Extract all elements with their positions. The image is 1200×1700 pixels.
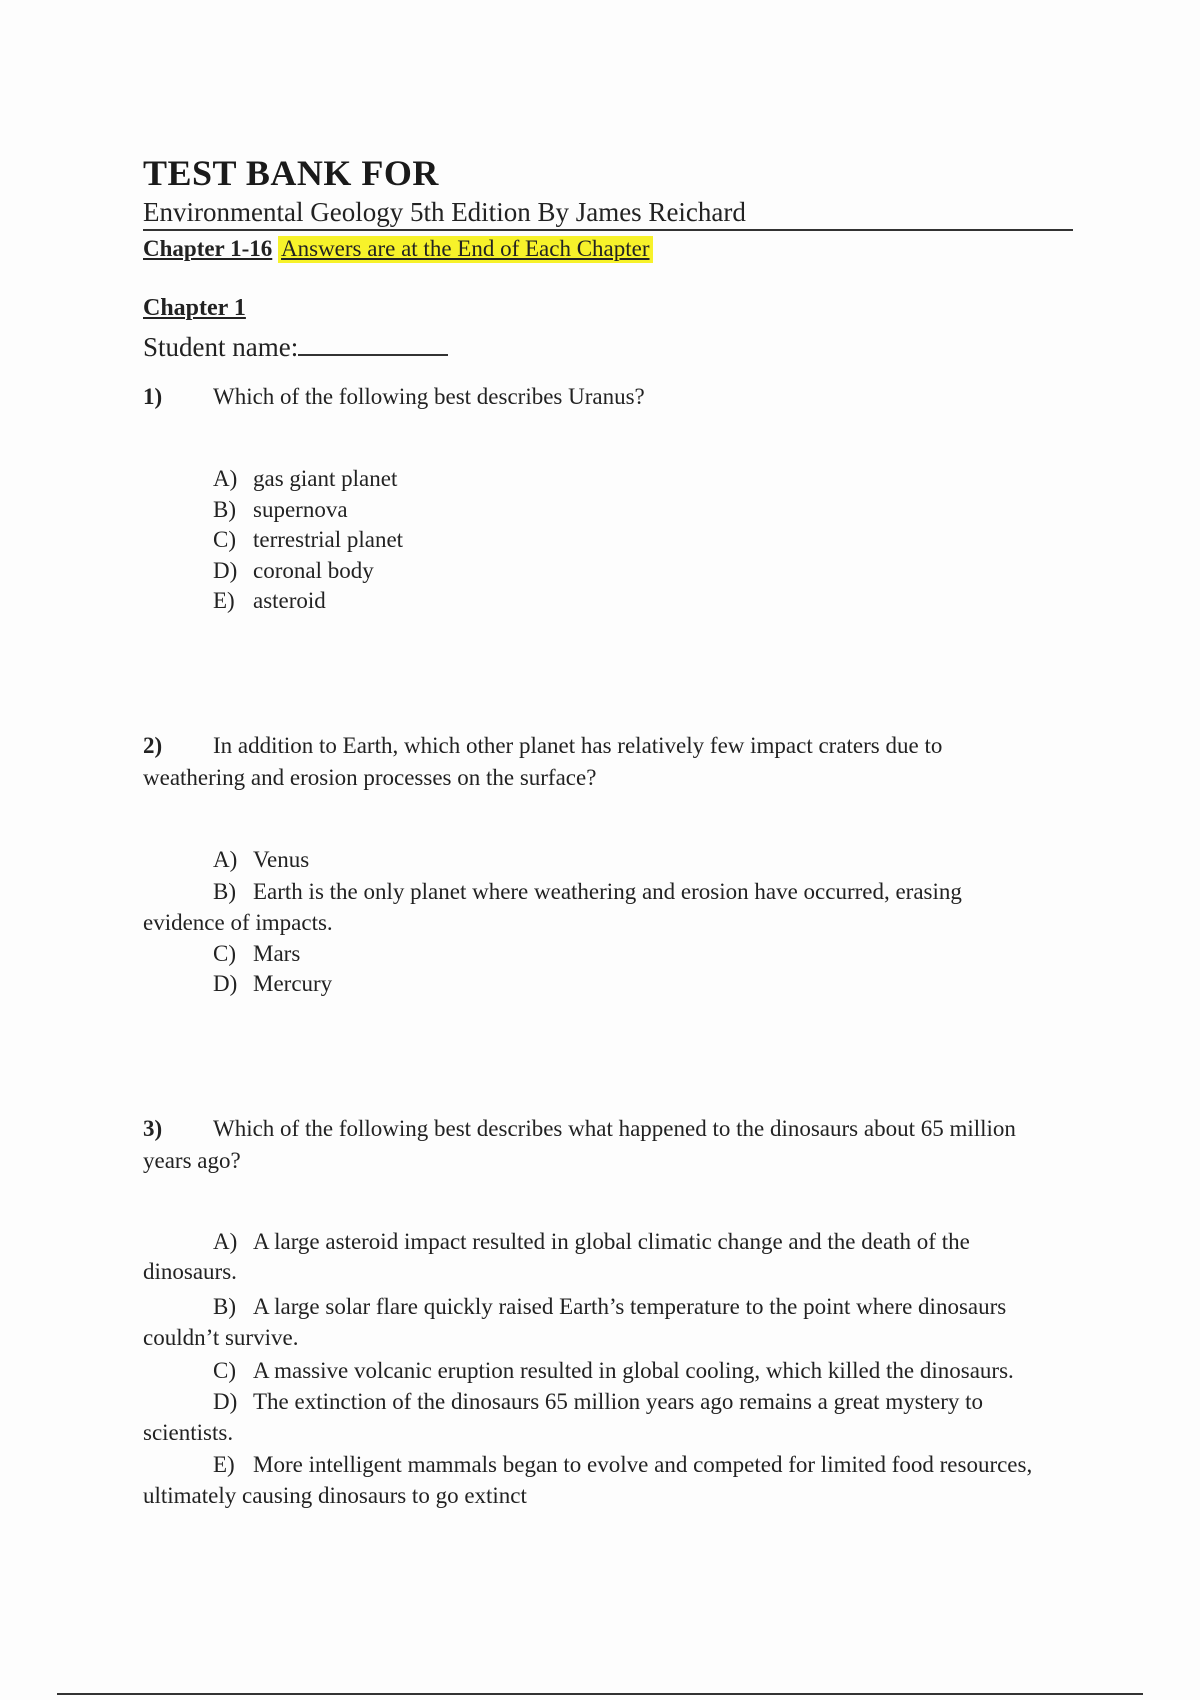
option-letter: D) xyxy=(213,971,238,996)
option-text: Venus xyxy=(253,847,310,872)
student-name-blank xyxy=(298,328,448,356)
question-2-text-line1: In addition to Earth, which other planet has relatively few impact craters due to xyxy=(213,733,943,758)
option-text: A large solar flare quickly raised Earth’s temperature to the point where dinosaurs xyxy=(253,1294,1007,1319)
option-text: More intelligent mammals began to evolve and competed for limited food resources, xyxy=(253,1452,1033,1477)
q2-option-b xyxy=(213,876,962,908)
question-2-text-line2: weathering and erosion processes on the surface? xyxy=(143,765,597,790)
question-1-text: Which of the following best describes Uranus? xyxy=(213,384,645,409)
q1-option-c xyxy=(213,524,403,556)
option-letter: C) xyxy=(213,941,236,966)
option-letter: B) xyxy=(213,879,236,904)
option-letter: E) xyxy=(213,1452,235,1477)
q2-option-a xyxy=(213,844,309,876)
document-subtitle: Environmental Geology 5th Edition By James Reichard xyxy=(143,197,746,227)
q1-option-b xyxy=(213,494,348,526)
q2-option-c xyxy=(213,938,300,970)
student-name-line xyxy=(143,328,448,363)
student-name-label: Student name: xyxy=(143,332,299,362)
chapter-heading: Chapter 1 xyxy=(143,295,246,321)
option-letter: C) xyxy=(213,527,236,552)
q3-option-a-continued: dinosaurs. xyxy=(143,1259,237,1284)
question-3-number: 3) xyxy=(143,1116,163,1141)
q3-option-d-continued: scientists. xyxy=(143,1420,234,1445)
q3-option-e-continued: ultimately causing dinosaurs to go extinct xyxy=(143,1483,527,1508)
question-1-number: 1) xyxy=(143,384,163,409)
option-text: Mars xyxy=(253,941,301,966)
document-title: TEST BANK FOR xyxy=(143,153,439,193)
q3-option-e xyxy=(213,1449,1032,1481)
q2-option-d xyxy=(213,968,332,1000)
option-text: supernova xyxy=(253,497,348,522)
question-3-text-line2: years ago? xyxy=(143,1148,241,1173)
q2-option-b-continued: evidence of impacts. xyxy=(143,910,333,935)
option-text: asteroid xyxy=(253,588,326,613)
footer-divider xyxy=(57,1693,1143,1695)
option-letter: B) xyxy=(213,497,236,522)
option-letter: A) xyxy=(213,1229,238,1254)
q3-option-a xyxy=(213,1226,970,1258)
option-letter: E) xyxy=(213,588,235,613)
q3-option-c xyxy=(213,1355,1014,1387)
title-divider xyxy=(143,229,1073,231)
question-3-text-line1: Which of the following best describes what happened to the dinosaurs about 65 million xyxy=(213,1116,1016,1141)
option-text: Mercury xyxy=(253,971,333,996)
q3-option-d xyxy=(213,1386,983,1418)
chapter-range-line xyxy=(143,236,653,262)
option-letter: C) xyxy=(213,1358,236,1383)
option-text: gas giant planet xyxy=(253,466,398,491)
q1-option-a xyxy=(213,463,397,495)
option-letter: B) xyxy=(213,1294,236,1319)
q1-option-e xyxy=(213,585,326,617)
option-text: coronal body xyxy=(253,558,374,583)
option-letter: D) xyxy=(213,558,238,583)
chapter-range: Chapter 1-16 xyxy=(143,236,273,261)
option-text: terrestrial planet xyxy=(253,527,404,552)
q3-option-b xyxy=(213,1291,1006,1323)
question-2-number: 2) xyxy=(143,733,163,758)
option-text: A large asteroid impact resulted in global climatic change and the death of the xyxy=(253,1229,970,1254)
q1-option-d xyxy=(213,555,374,587)
option-letter: D) xyxy=(213,1389,238,1414)
option-text: The extinction of the dinosaurs 65 million years ago remains a great mystery to xyxy=(253,1389,984,1414)
option-letter: A) xyxy=(213,847,238,872)
option-text: A massive volcanic eruption resulted in global cooling, which killed the dinosaurs. xyxy=(253,1358,1014,1383)
option-text: Earth is the only planet where weathering and erosion have occurred, erasing xyxy=(253,879,962,904)
q3-option-b-continued: couldn’t survive. xyxy=(143,1325,299,1350)
option-letter: A) xyxy=(213,466,238,491)
answers-note-highlight: Answers are at the End of Each Chapter xyxy=(278,236,653,263)
